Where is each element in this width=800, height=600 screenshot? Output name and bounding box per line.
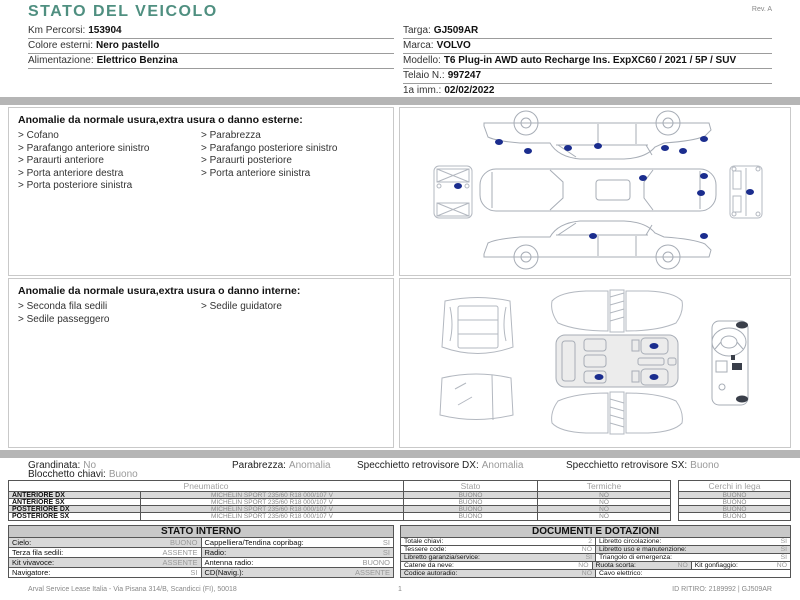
table-cell: Kit gonfiaggio: NO: [694, 562, 787, 569]
tyre-header-stato: Stato: [404, 481, 538, 492]
anomaly-list: [18, 130, 201, 193]
documenti-table: [400, 525, 791, 578]
tyre-header-termiche: Termiche: [538, 481, 670, 492]
info-value: 153904: [88, 25, 122, 36]
interior-diagram-box: [399, 278, 791, 448]
table-row: [9, 538, 393, 548]
info-row: [403, 39, 772, 54]
tyre-stato: BUONO: [404, 506, 538, 513]
summary-value: Anomalia: [481, 460, 524, 471]
tyre-row: [9, 513, 670, 520]
rims-row: [679, 506, 790, 513]
tyre-termiche: NO: [538, 499, 670, 506]
revision-label: Rev. A: [751, 6, 772, 13]
table-cell: Navigatore: SI: [9, 568, 202, 577]
anomaly-item: > Parafango anteriore sinistro: [18, 143, 201, 156]
damage-dot: [661, 145, 669, 151]
damage-dot: [700, 136, 708, 142]
tyre-spec: MICHELIN SPORT 235/60 R18 000/107 V: [141, 513, 404, 520]
info-label: Colore esterni:: [28, 40, 94, 51]
info-label: 1a imm.:: [403, 85, 442, 96]
damage-dot: [524, 148, 532, 154]
summary-label: Specchietto retrovisore SX:: [566, 460, 688, 471]
footer-ritiro-id: ID RITIRO: 2189992 | GJ509AR: [672, 586, 772, 593]
tyre-row: [9, 499, 670, 506]
table-row: [9, 548, 393, 558]
info-value: Nero pastello: [96, 40, 160, 51]
rims-table: [678, 480, 791, 521]
table-row: [401, 570, 790, 577]
summary-item: [357, 461, 523, 471]
damage-dot: [700, 173, 708, 179]
anomaly-list: [201, 130, 384, 193]
table-cell: Codice autoradio: NO: [401, 570, 596, 577]
info-row: [28, 39, 394, 54]
table-cell: Antenna radio: BUONO: [204, 558, 390, 567]
info-value: Elettrico Benzina: [96, 55, 178, 66]
table-cell: CD(Navig.): ASSENTE: [202, 568, 394, 577]
damage-dot: [564, 145, 572, 151]
info-value: GJ509AR: [433, 25, 479, 36]
exterior-anomalies-box: [8, 107, 394, 276]
table-row: [401, 538, 790, 546]
info-label: Marca:: [403, 40, 434, 51]
rims-value: BUONO: [679, 499, 790, 506]
anomaly-item: > Porta anteriore sinistra: [201, 168, 384, 181]
tyre-spec: MICHELIN SPORT 235/60 R18 000/107 V: [141, 499, 404, 506]
tyre-stato: BUONO: [404, 513, 538, 520]
anomaly-item: > Paraurti posteriore: [201, 155, 384, 168]
damage-dot: [679, 148, 687, 154]
damage-dot: [594, 143, 602, 149]
table-cell: Terza fila sedili: ASSENTE: [9, 548, 202, 557]
interior-anomalies-box: [8, 278, 394, 448]
table-cell: Cavo elettrico:: [599, 570, 643, 577]
info-value: T6 Plug-in AWD auto Recharge Ins. ExpXC60 / 2021 / 5P / SUV: [443, 55, 737, 66]
table-row: [401, 554, 790, 562]
info-label: Alimentazione:: [28, 55, 94, 66]
table-cell: Libretto uso e manutenzione: SI: [596, 546, 790, 553]
info-value: 02/02/2022: [444, 85, 495, 96]
tyre-spec: MICHELIN SPORT 235/60 R18 000/107 V: [141, 492, 404, 499]
tyre-header-pneumatico: Pneumatico: [9, 481, 404, 492]
summary-label: Blocchetto chiavi:: [28, 469, 106, 480]
info-row: [28, 54, 394, 69]
tyre-row: [9, 492, 670, 499]
info-label: Telaio N.:: [403, 70, 445, 81]
info-label: Km Percorsi:: [28, 25, 86, 36]
tyre-termiche: NO: [538, 506, 670, 513]
summary-label: Grandinata:: [28, 460, 81, 471]
tyre-position: ANTERIORE SX: [9, 499, 141, 506]
tyre-position: POSTERIORE SX: [9, 513, 141, 520]
tyre-row: [9, 506, 670, 513]
anomaly-list: [18, 301, 201, 326]
table-cell: Libretto circolazione: SI: [599, 538, 787, 545]
damage-dot: [589, 233, 597, 239]
table-cell: Cappelliera/Tendina copribag: SI: [204, 538, 390, 547]
exterior-diagram-box: [399, 107, 791, 276]
footer-page-number: 1: [398, 586, 402, 593]
damage-dot: [595, 374, 604, 380]
tyre-termiche: NO: [538, 492, 670, 499]
interior-diagram: [400, 279, 790, 447]
anomaly-item: > Porta anteriore destra: [18, 168, 201, 181]
table-cell: Triangolo di emergenza: SI: [599, 554, 787, 561]
info-row: [403, 54, 772, 69]
summary-item: [232, 461, 331, 471]
anomaly-list: [201, 301, 384, 326]
table-title: STATO INTERNO: [9, 526, 393, 538]
damage-dot: [650, 374, 659, 380]
table-title: DOCUMENTI E DOTAZIONI: [401, 526, 790, 538]
summary-value: Buono: [108, 469, 138, 480]
summary-item: [28, 470, 138, 480]
tyre-header-row: [9, 481, 670, 492]
summary-value: Anomalia: [288, 460, 331, 471]
damage-dot: [746, 189, 754, 195]
tyre-table: [8, 480, 671, 521]
section-heading: Anomalie da normale usura,extra usura o danno esterne:: [18, 114, 303, 126]
damage-dot: [700, 233, 708, 239]
anomaly-item: > Sedile passeggero: [18, 314, 201, 327]
stato-interno-table: [8, 525, 394, 578]
table-cell: Tessere code: NO: [401, 546, 596, 553]
info-label: Targa:: [403, 25, 431, 36]
divider-bar: [0, 97, 800, 105]
table-row: [9, 568, 393, 577]
info-label: Modello:: [403, 55, 441, 66]
table-cell: Ruota scorta: NO: [593, 562, 692, 569]
divider-bar: [0, 450, 800, 458]
rims-row: [679, 499, 790, 506]
summary-value: Buono: [690, 460, 720, 471]
tyre-spec: MICHELIN SPORT 235/60 R18 000/107 V: [141, 506, 404, 513]
table-row: [9, 558, 393, 568]
rims-header-label: Cerchi in lega: [679, 481, 790, 492]
anomaly-item: > Parabrezza: [201, 130, 384, 143]
rims-value: BUONO: [722, 513, 747, 520]
tyre-stato: BUONO: [404, 499, 538, 506]
tyre-position: POSTERIORE DX: [9, 506, 141, 513]
info-value: 997247: [447, 70, 482, 81]
anomaly-item: > Sedile guidatore: [201, 301, 384, 314]
vehicle-info-right: [403, 24, 772, 99]
table-cell: Kit vivavoce: ASSENTE: [9, 558, 202, 567]
footer-address: Arval Service Lease Italia - Via Pisana 314/B, Scandicci (FI), 50018: [28, 586, 237, 593]
damage-dot: [454, 183, 462, 189]
summary-label: Parabrezza:: [232, 460, 286, 471]
table-cell: Totale chiavi: 2: [401, 538, 596, 545]
table-row: [401, 562, 790, 570]
info-value: VOLVO: [436, 40, 471, 51]
rims-value: BUONO: [679, 492, 790, 499]
anomaly-item: > Cofano: [18, 130, 201, 143]
section-heading: Anomalie da normale usura,extra usura o danno interne:: [18, 285, 301, 297]
rims-header: [679, 481, 790, 492]
info-row: [28, 24, 394, 39]
damage-dots: [454, 136, 754, 239]
anomaly-item: > Paraurti anteriore: [18, 155, 201, 168]
damage-dot: [697, 190, 705, 196]
tyre-termiche: NO: [599, 513, 609, 520]
summary-item: [566, 461, 719, 471]
damage-dot: [650, 343, 659, 349]
anomaly-item: > Parafango posteriore sinistro: [201, 143, 384, 156]
summary-value: No: [83, 460, 97, 471]
table-cell: Libretto garanzia/service: SI: [401, 554, 596, 561]
tyre-stato: BUONO: [404, 492, 538, 499]
table-cell: Cielo: BUONO: [9, 538, 202, 547]
table-row: [401, 546, 790, 554]
table-cell: Radio: SI: [202, 548, 394, 557]
summary-label: Specchietto retrovisore DX:: [357, 460, 479, 471]
exterior-diagram: [400, 108, 790, 275]
table-cell: Catene da neve: NO: [401, 562, 593, 569]
info-row: [403, 69, 772, 84]
anomaly-item: > Seconda fila sedili: [18, 301, 201, 314]
page-title: STATO DEL VEICOLO: [28, 3, 218, 20]
tyre-position: ANTERIORE DX: [9, 492, 141, 499]
rims-value: BUONO: [679, 506, 790, 513]
info-row: [403, 24, 772, 39]
rims-row: [679, 492, 790, 499]
damage-dot: [639, 175, 647, 181]
rims-row: [679, 513, 790, 520]
anomaly-item: > Porta posteriore sinistra: [18, 180, 201, 193]
damage-dot: [495, 139, 503, 145]
vehicle-info-left: [28, 24, 394, 69]
